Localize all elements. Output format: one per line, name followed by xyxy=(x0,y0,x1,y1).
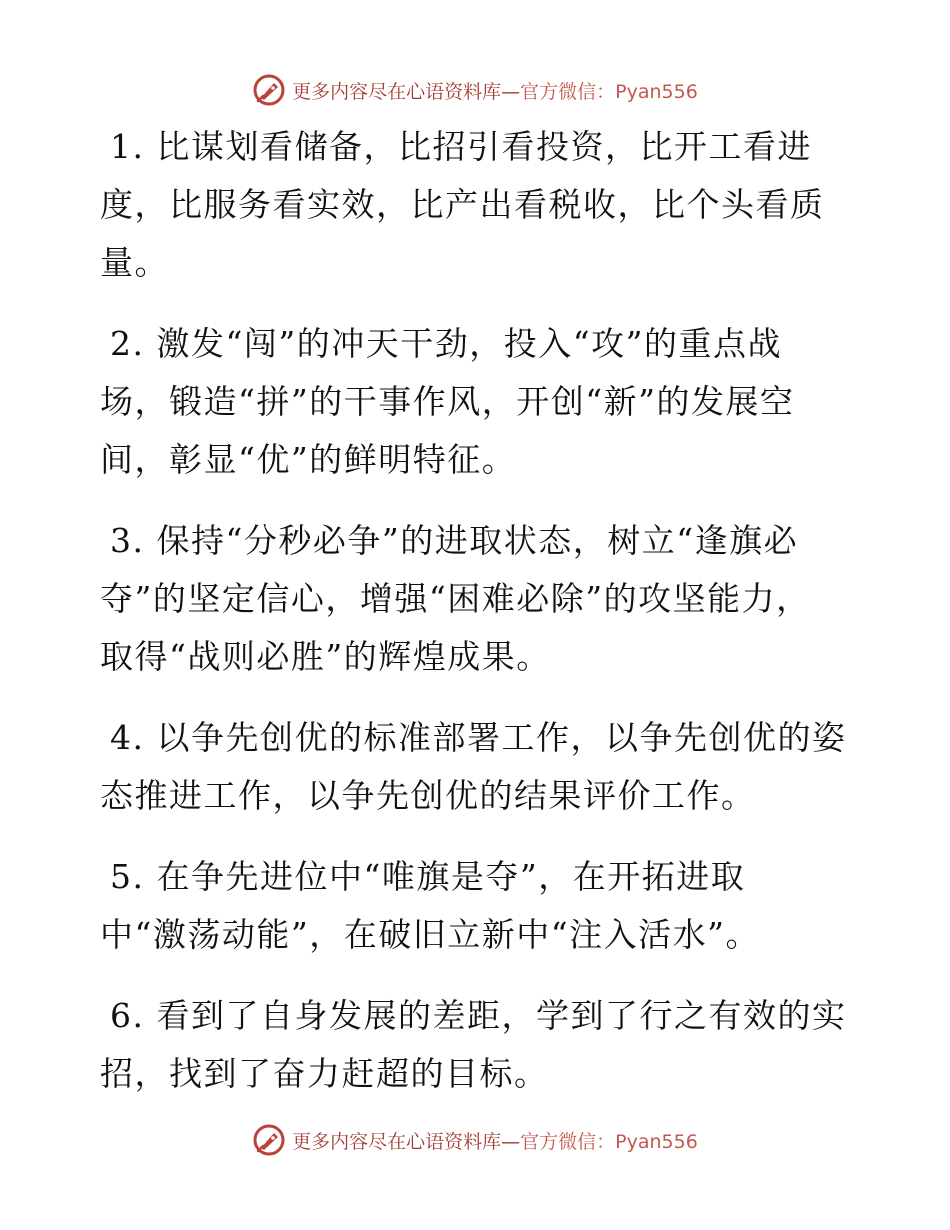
header-banner-dash: — xyxy=(501,80,521,103)
paragraph-line: 4. 以争先创优的标准部署工作，以争先创优的姿 xyxy=(110,718,847,757)
paragraph-line: 间，彰显“优”的鲜明特征。 xyxy=(100,440,517,479)
paragraph-line: 6. 看到了自身发展的差距，学到了行之有效的实 xyxy=(110,996,847,1035)
paragraph-6 xyxy=(100,987,860,1103)
paragraph-line: 1. 比谋划看储备，比招引看投资，比开工看进 xyxy=(110,127,812,166)
document-body xyxy=(100,118,860,1126)
paragraph-line: 5. 在争先进位中“唯旗是夺”，在开拓进取 xyxy=(110,857,746,896)
paragraph-line: 3. 保持“分秒必争”的进取状态，树立“逢旗必 xyxy=(110,521,799,560)
footer-banner xyxy=(0,1120,950,1160)
header-banner-text xyxy=(292,77,698,104)
paragraph-line: 夺”的坚定信心，增强“困难必除”的攻坚能力， xyxy=(100,579,811,618)
header-banner-wechat: 官方微信：Pyan556 xyxy=(520,80,698,103)
paragraph-1 xyxy=(100,118,860,292)
paragraph-line: 态推进工作，以争先创优的结果评价工作。 xyxy=(100,776,756,815)
paragraph-line: 场，锻造“拼”的干事作风，开创“新”的发展空 xyxy=(100,382,795,421)
footer-banner-wechat: 官方微信：Pyan556 xyxy=(520,1130,698,1153)
paragraph-4 xyxy=(100,709,860,825)
paragraph-line: 取得“战则必胜”的辉煌成果。 xyxy=(100,637,551,676)
paragraph-5 xyxy=(100,848,860,964)
pen-nib-logo-icon xyxy=(252,1123,286,1157)
paragraph-line: 度，比服务看实效，比产出看税收，比个头看质 xyxy=(100,185,825,224)
header-banner-main: 更多内容尽在心语资料库 xyxy=(292,80,502,103)
paragraph-3 xyxy=(100,512,860,686)
paragraph-line: 中“激荡动能”，在破旧立新中“注入活水”。 xyxy=(100,915,760,954)
header-banner xyxy=(0,70,950,110)
footer-banner-dash: — xyxy=(501,1130,521,1153)
paragraph-2 xyxy=(100,315,860,489)
paragraph-line: 2. 激发“闯”的冲天干劲，投入“攻”的重点战 xyxy=(110,324,782,363)
paragraph-line: 招，找到了奋力赶超的目标。 xyxy=(100,1054,549,1093)
footer-banner-main: 更多内容尽在心语资料库 xyxy=(292,1130,502,1153)
paragraph-line: 量。 xyxy=(100,243,169,282)
pen-nib-logo-icon xyxy=(252,73,286,107)
footer-banner-text xyxy=(292,1127,698,1154)
